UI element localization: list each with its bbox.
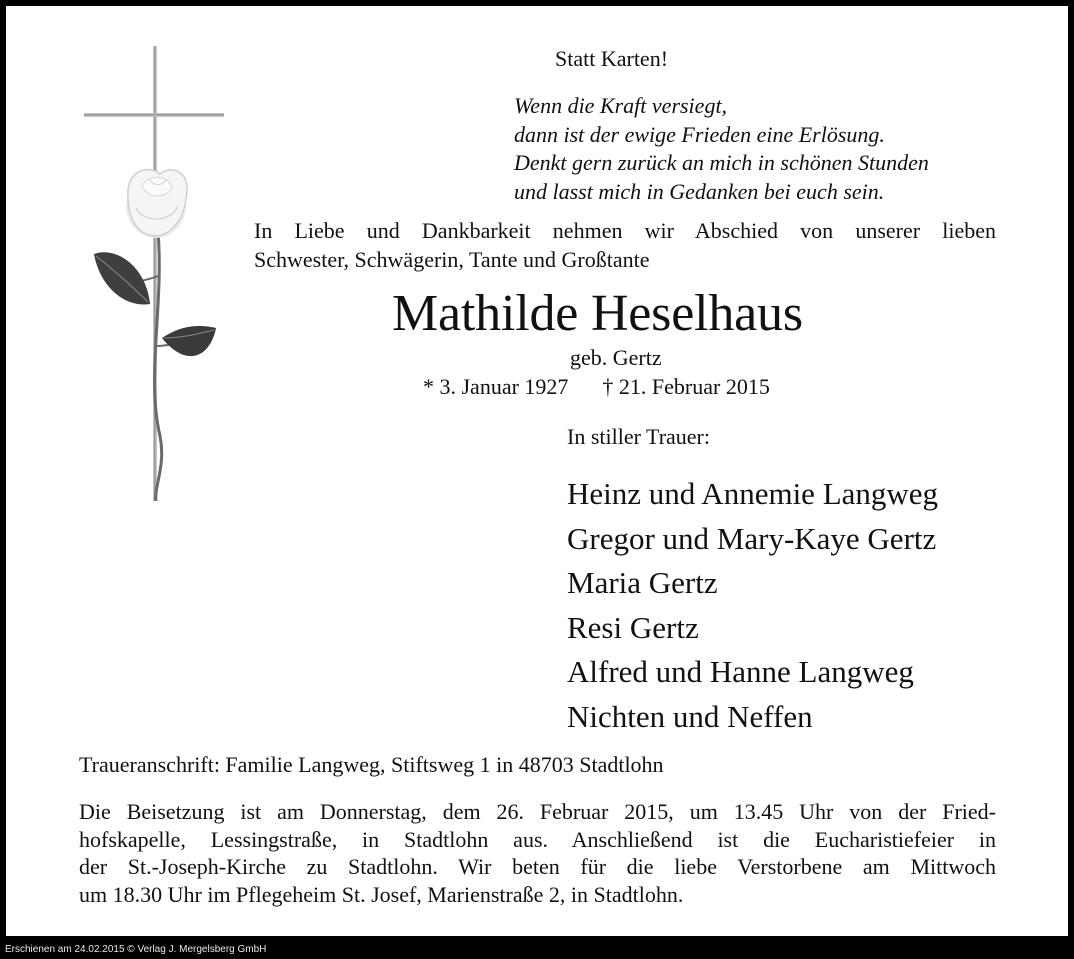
funeral-details xyxy=(79,798,996,908)
intro-text xyxy=(254,216,996,274)
publication-footer: Erschienen am 24.02.2015 © Verlag J. Mergelsberg GmbH xyxy=(5,944,267,955)
cross-with-rose-icon xyxy=(76,46,236,506)
mourning-label: In stiller Trauer: xyxy=(567,424,710,449)
intro-line: In Liebe und Dankbarkeit nehmen wir Abschied von unserer lieben xyxy=(254,218,996,243)
birth-name: geb. Gertz xyxy=(570,345,662,370)
birth-date: * 3. Januar 1927 xyxy=(423,374,569,399)
funeral-line: Die Beisetzung ist am Donnerstag, dem 26. Februar 2015, um 13.45 Uhr von der Fried- xyxy=(79,799,996,824)
mourner-entry: Nichten und Neffen xyxy=(567,698,813,734)
funeral-line: hofskapelle, Lessingstraße, in Stadtlohn aus. Anschließend ist die Eucharistiefeier in xyxy=(79,826,996,852)
mourner-entry: Heinz und Annemie Langweg xyxy=(567,476,939,511)
funeral-line: der St.-Joseph-Kirche zu Stadtlohn. Wir beten für die liebe Verstorbene am Mittwoch xyxy=(79,854,996,879)
mourners-list xyxy=(567,472,938,740)
statt-karten-header: Statt Karten! xyxy=(555,46,669,71)
mourning-address: Traueranschrift: Familie Langweg, Stiftsweg 1 in 48703 Stadtlohn xyxy=(79,752,664,777)
poem xyxy=(514,92,929,206)
life-dates xyxy=(423,374,770,400)
poem-line: dann ist der ewige Frieden eine Erlösung. xyxy=(514,121,885,147)
poem-line: Wenn die Kraft versiegt, xyxy=(514,93,728,118)
intro-line: Schwester, Schwägerin, Tante und Großtante xyxy=(254,247,650,272)
mourner-entry: Alfred und Hanne Langweg xyxy=(567,654,914,690)
mourner-entry: Maria Gertz xyxy=(567,565,718,601)
poem-line: Denkt gern zurück an mich in schönen Stunden xyxy=(514,150,929,175)
mourner-entry: Gregor und Mary-Kaye Gertz xyxy=(567,520,937,556)
funeral-line: um 18.30 Uhr im Pflegeheim St. Josef, Marienstraße 2, in Stadtlohn. xyxy=(79,881,684,907)
mourner-entry: Resi Gertz xyxy=(567,609,699,645)
deceased-name: Mathilde Heselhaus xyxy=(392,285,803,342)
death-date: † 21. Februar 2015 xyxy=(602,374,770,399)
poem-line: und lasst mich in Gedanken bei euch sein. xyxy=(514,178,885,204)
obituary-notice xyxy=(6,6,1068,936)
